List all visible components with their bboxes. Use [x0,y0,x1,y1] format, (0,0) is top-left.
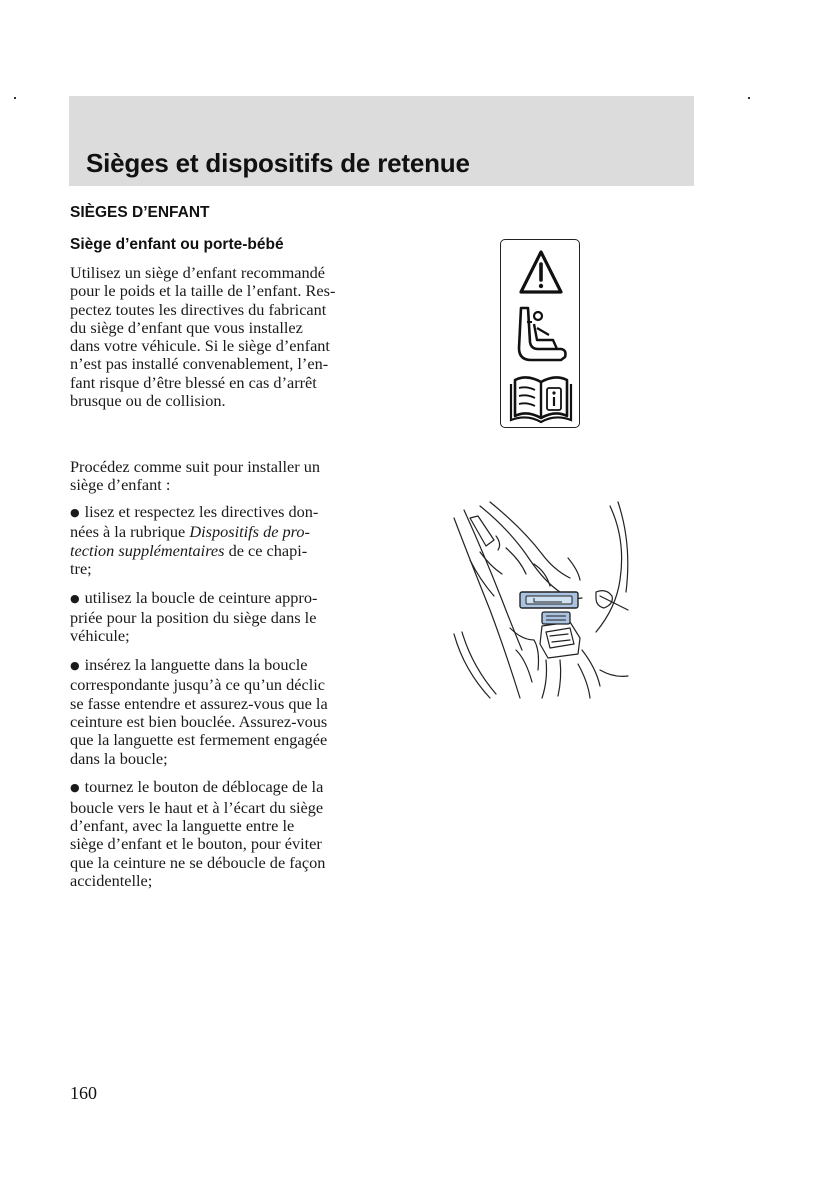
text-line: pectez toutes les directives du fabricant [70,299,327,319]
bullet-icon: ● [70,506,80,519]
text-line [70,817,370,835]
procedure-intro [70,458,370,495]
text-line [70,778,370,798]
text-line [70,542,370,560]
text-line [70,695,370,713]
seat-belt-buckle-illustration [450,500,632,702]
text-line [70,854,370,872]
text-line: siège d’enfant : [70,475,171,495]
text-run: d’enfant, avec la languette entre le [70,815,295,835]
list-item [70,656,370,768]
text-line [70,731,370,749]
intro-paragraph [70,264,370,410]
child-seat-icon [501,302,581,364]
text-run: tournez le bouton de déblocage de la [84,777,324,797]
text-line [70,656,370,676]
warning-triangle-icon [501,244,581,306]
bullet-icon: ● [70,591,80,605]
text-line: Utilisez un siège d’enfant recommandé [70,263,325,282]
page-number: 160 [70,1083,97,1103]
text-line: fant risque d’être blessé en cas d’arrêt [70,372,317,392]
text-line [70,799,370,817]
text-line [70,713,370,731]
text-run: correspondante jusqu’à ce qu’un déclic [70,675,325,695]
bullet-icon: ● [70,781,80,795]
text-run: que la ceinture ne se déboucle de façon [70,852,326,872]
safety-symbol-panel [500,239,580,428]
text-line: pour le poids et la taille de l’enfant. Res- [70,281,336,301]
text-run: ceinture est bien bouclée. Assurez-vous [70,711,328,731]
text-run: se fasse entendre et assurez-vous que la [70,693,328,713]
owner-manual-info-icon [501,366,581,428]
text-run: utilisez la boucle de ceinture appro- [84,587,318,607]
text-line [70,835,370,853]
text-run: nées à la rubrique [70,522,190,542]
text-line [70,609,370,627]
list-item [70,778,370,890]
instruction-list [70,503,370,901]
text-run: tre; [70,558,92,578]
text-run: siège d’enfant et le bouton, pour éviter [70,834,322,854]
text-line [70,503,370,523]
text-line [70,523,370,541]
text-line [70,589,370,609]
chapter-title: Sièges et dispositifs de retenue [86,148,470,178]
text-run: accidentelle; [70,870,153,890]
text-line [70,872,370,890]
text-run: de ce chapi- [224,540,308,560]
section-heading: SIÈGES D’ENFANT [70,204,210,221]
crop-mark-right [748,97,750,99]
list-item [70,503,370,578]
chapter-header [69,96,694,186]
text-line [70,676,370,694]
text-run: dans la boucle; [70,748,168,768]
italic-reference: Dispositifs de pro- [189,522,310,542]
text-line: n’est pas installé convenablement, l’en- [70,354,329,374]
text-run: véhicule; [70,626,130,646]
text-line: du siège d’enfant que vous installez [70,317,303,337]
text-line [70,627,370,645]
text-line: dans votre véhicule. Si le siège d’enfant [70,336,330,356]
text-run: que la languette est fermement engagée [70,730,328,750]
text-run: boucle vers le haut et à l’écart du siège [70,797,324,817]
crop-mark-left [14,97,16,99]
text-line [70,560,370,578]
text-run: lisez et respectez les directives don- [84,502,319,521]
sub-heading: Siège d’enfant ou porte-bébé [70,236,284,253]
bullet-icon: ● [70,659,80,673]
text-line: brusque ou de collision. [70,391,226,411]
list-item [70,589,370,646]
text-line: Procédez comme suit pour installer un [70,457,321,476]
text-run: insérez la languette dans la boucle [84,655,308,675]
italic-reference: tection supplémentaires [70,540,225,560]
text-run: priée pour la position du siège dans le [70,607,317,627]
text-line [70,750,370,768]
